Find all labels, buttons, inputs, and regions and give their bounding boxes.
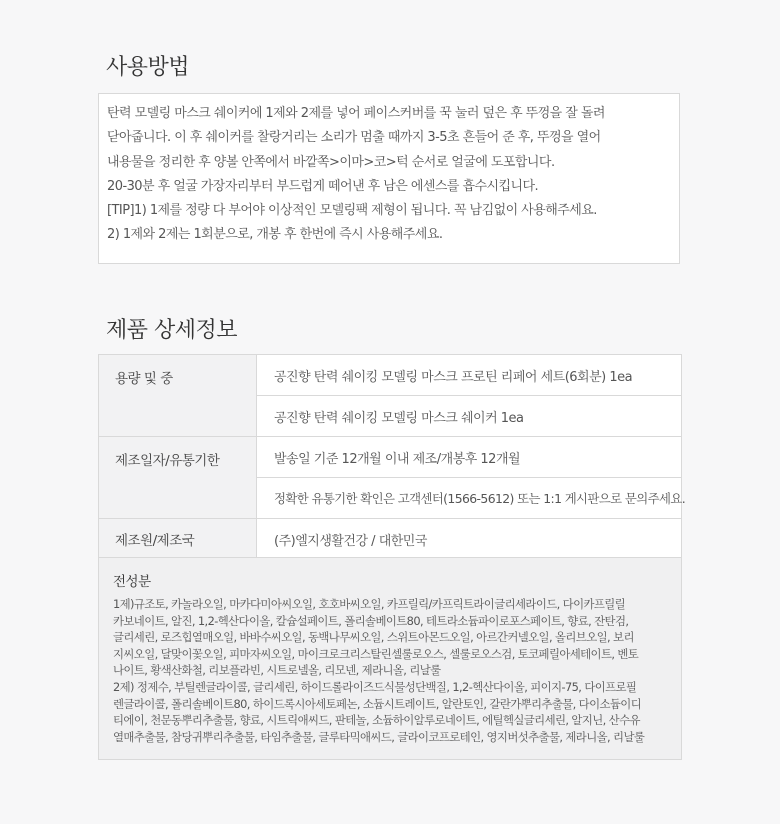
table-row bbox=[99, 355, 682, 396]
capacity-label: 용량 및 중 bbox=[99, 355, 257, 437]
usage-title: 사용방법 bbox=[106, 55, 190, 80]
ingredients-box bbox=[98, 557, 682, 760]
table-row bbox=[99, 437, 682, 478]
date-note: 정확한 유통기한 확인은 고객센터(1566-5612) 또는 1:1 게시판으로 문의주세요. bbox=[257, 478, 682, 519]
usage-line: 내용물을 정리한 후 양볼 안쪽에서 바깥쪽>이마>코>턱 순서로 얼굴에 도포합니다. bbox=[107, 154, 555, 170]
details-title: 제품 상세정보 bbox=[106, 318, 238, 343]
usage-line: [TIP]1) 1제를 정량 다 부어야 이상적인 모델링팩 제형이 됩니다. 꼭 남김없이 사용해주세요. bbox=[107, 203, 597, 219]
ingredients-line: 티에이, 천문동뿌리추출물, 향료, 시트릭애씨드, 판테놀, 소듐하이알루로네이트, 에틸헥실글리세린, 알지닌, 산수유 bbox=[113, 713, 640, 728]
ingredients-line: 지씨오일, 달맞이꽃오일, 피마자씨오일, 마이크로크리스탈린셀룰로오스, 셀룰로오스검, 토코페릴아세테이트, 벤토 bbox=[113, 646, 639, 661]
origin-value: (주)엘지생활건강 / 대한민국 bbox=[257, 519, 682, 560]
ingredients-line: 열매추출물, 참당귀뿌리추출물, 타임추출물, 글루타믹애씨드, 글라이코프로테인, 영지버섯추출물, 제라니올, 리날룰 bbox=[113, 729, 645, 744]
ingredients-line: 나이트, 황색산화철, 리보플라빈, 시트로넬올, 리모넨, 제라니올, 리날룰 bbox=[113, 663, 441, 678]
date-label: 제조일자/유통기한 bbox=[99, 437, 257, 519]
usage-line: 닫아줍니다. 이 후 쉐이커를 찰랑거리는 소리가 멈출 때까지 3-5초 흔들어 준 후, 뚜껑을 열어 bbox=[107, 130, 601, 146]
capacity-value: 공진향 탄력 쉐이킹 모델링 마스크 프로틴 리페어 세트(6회분) 1ea bbox=[257, 355, 682, 396]
ingredients-line: 1제)규조토, 카놀라오일, 마카다미아씨오일, 호호바씨오일, 카프릴릭/카프릭트라이글리세라이드, 다이카프릴릴 bbox=[113, 597, 626, 611]
table-row bbox=[99, 519, 682, 560]
usage-line: 탄력 모델링 마스크 쉐이커에 1제와 2제를 넣어 페이스커버를 꾹 눌러 덮은 후 뚜껑을 잘 돌려 bbox=[107, 106, 605, 121]
usage-line: 20-30분 후 얼굴 가장자리부터 부드럽게 떼어낸 후 남은 에센스를 흡수시킵니다. bbox=[107, 178, 539, 194]
origin-label: 제조원/제조국 bbox=[99, 519, 257, 560]
product-details-table bbox=[98, 354, 686, 560]
usage-line: 2) 1제와 2제는 1회분으로, 개봉 후 한번에 즉시 사용해주세요. bbox=[107, 227, 443, 243]
ingredients-line: 카보네이트, 알진, 1,2-헥산다이올, 칼슘설페이트, 폴리솔베이트80, 테트라소듐파이로포스페이트, 향료, 잔탄검, bbox=[113, 613, 629, 628]
ingredients-line: 글리세린, 로즈힙열매오일, 바바수씨오일, 동백나무씨오일, 스위트아몬드오일, 아르간커넬오일, 올리브오일, 보리 bbox=[113, 630, 634, 645]
ingredients-line: 2제) 정제수, 부틸렌글라이콜, 글리세린, 하이드롤라이즈드식물성단백질, 1,2-헥산다이올, 피이지-75, 다이프로필 bbox=[113, 679, 637, 694]
date-value: 발송일 기준 12개월 이내 제조/개봉후 12개월 bbox=[257, 437, 682, 478]
ingredients-line: 렌글라이콜, 폴리솔베이트80, 하이드록시아세토페논, 소듐시트레이트, 알란토인, 갈란가뿌리추출물, 다이소듐이디 bbox=[113, 696, 642, 711]
ingredients-label: 전성분 bbox=[113, 574, 151, 590]
capacity-value: 공진향 탄력 쉐이킹 모델링 마스크 쉐이커 1ea bbox=[257, 396, 682, 437]
usage-box bbox=[98, 93, 680, 264]
